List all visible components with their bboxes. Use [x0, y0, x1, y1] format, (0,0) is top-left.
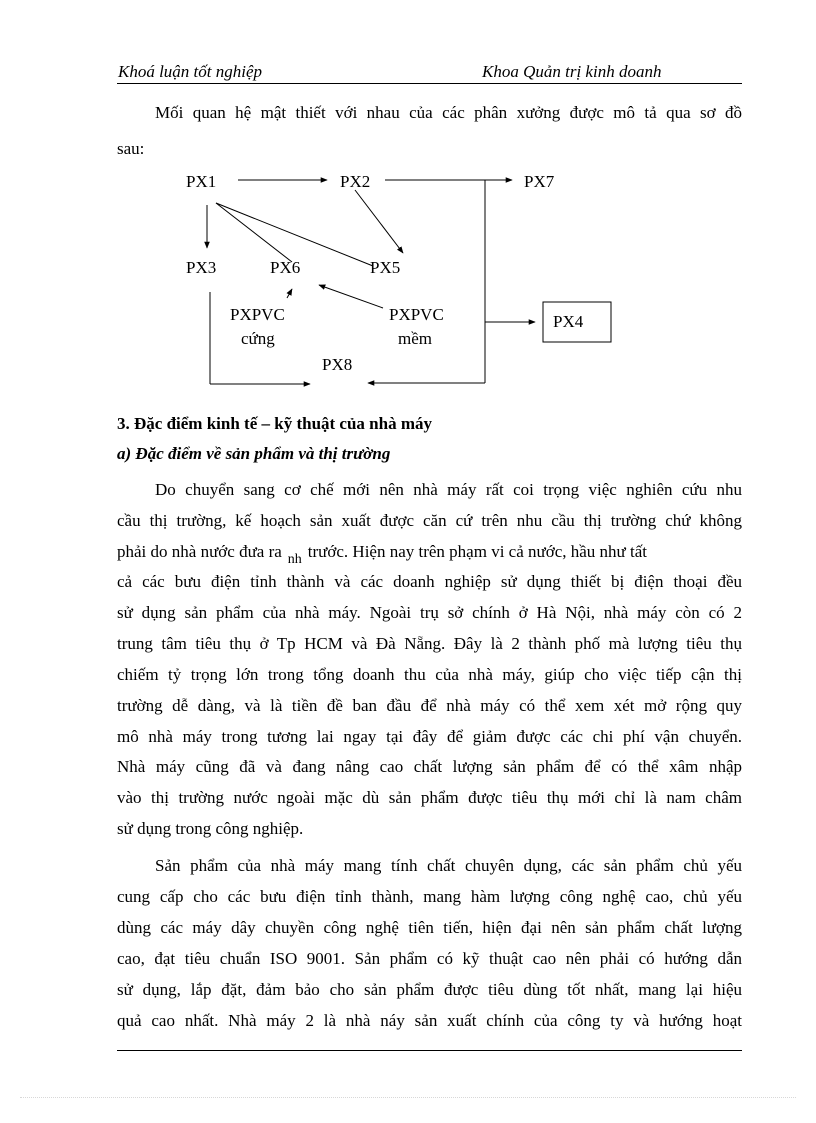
para1-line-11: vào thị trường nước ngoài mặc dù sản phẩm được tiêu thụ mới chỉ là nam châm	[117, 788, 742, 807]
node-px6: PX6	[270, 258, 301, 277]
para2-line-6: quả cao nhất. Nhà máy 2 là nhà náy sản xuất chính của công ty và hướng hoạt	[117, 1011, 742, 1030]
header-right-title: Khoa Quản trị kinh doanh	[482, 62, 662, 81]
node-px3: PX3	[186, 258, 217, 277]
para1-line-6: trung tâm tiêu thụ ở Tp HCM và Đà Nẵng. Đây là 2 thành phố mà lượng tiêu thụ	[117, 634, 742, 653]
line-px1-px5	[216, 203, 373, 266]
node-px4: PX4	[553, 312, 584, 331]
workshop-relationship-diagram	[0, 0, 816, 400]
node-px8: PX8	[322, 355, 353, 374]
line-px1-px6	[216, 203, 292, 262]
para2-line-5: sử dụng, lắp đặt, đảm bảo cho sản phẩm được tiêu dùng tốt nhất, mang lại hiệu	[117, 980, 742, 999]
para1-line-4: cả các bưu điện tỉnh thành và các doanh nghiệp sử dụng thiết bị điện thoại đều	[117, 572, 742, 591]
para1-line-5: sử dụng sản phẩm của nhà máy. Ngoài trụ sở chính ở Hà Nội, nhà máy còn có 2	[117, 603, 742, 622]
para1-line-1: Do chuyển sang cơ chế mới nên nhà máy rất coi trọng việc nghiên cứu nhu	[155, 480, 742, 499]
node-px1: PX1	[186, 172, 217, 191]
para1-line-10: Nhà máy cũng đã và đang nâng cao chất lượng sản phẩm để có thể xâm nhập	[117, 757, 742, 776]
node-px5: PX5	[370, 258, 401, 277]
para2-line-4: cao, đạt tiêu chuẩn ISO 9001. Sản phẩm có kỹ thuật cao nên phải có hướng dẫn	[117, 949, 742, 968]
section-subheading: a) Đặc điểm về sản phẩm và thị trường	[117, 444, 391, 463]
node-px7: PX7	[524, 172, 555, 191]
footer-rule	[117, 1050, 742, 1051]
bottom-dotted-line	[20, 1097, 796, 1098]
intro-line-2: sau:	[117, 139, 145, 158]
para1-line-12: sử dụng trong công nghiệp.	[117, 819, 304, 838]
para1-line-3	[117, 541, 742, 565]
para1-line-3b: trước. Hiện nay trên phạm vi cả nước, hầu như tất	[307, 542, 648, 561]
arrow-pvc-mem-px6	[319, 285, 383, 308]
para2-line-3: dùng các máy dây chuyền công nghệ tiên tiến, hiện đại nên sản phẩm chất lượng	[117, 918, 742, 937]
para2-line-1: Sản phẩm của nhà máy mang tính chất chuyên dụng, các sản phẩm chủ yếu	[155, 856, 742, 875]
para1-line-9: mô nhà máy trong tương lai ngay tại đây để giảm được các chi phí vận chuyển.	[117, 727, 742, 746]
section-heading: 3. Đặc điểm kinh tế – kỹ thuật của nhà máy	[117, 414, 433, 433]
node-pxpvc-mem-line1: PXPVC	[389, 305, 444, 324]
node-pxpvc-mem-line2: mềm	[398, 329, 432, 348]
para1-line-3a: phải do nhà nước đưa ra	[117, 542, 282, 561]
arrow-px2-px5	[355, 190, 403, 253]
para2-line-2: cung cấp cho các bưu điện tỉnh thành, mang hàm lượng công nghệ cao, chủ yếu	[117, 887, 742, 906]
para1-line-2: cầu thị trường, kế hoạch sản xuất được căn cứ trên nhu cầu thị trường chứ không	[117, 511, 742, 530]
arrow-pvc-cung-px6	[287, 289, 292, 298]
node-pxpvc-cung-line2: cứng	[241, 329, 275, 348]
node-px2: PX2	[340, 172, 371, 191]
node-pxpvc-cung-line1: PXPVC	[230, 305, 285, 324]
para1-line-8: trường dễ dàng, và là tiền đề ban đầu để nhà máy có thể xem xét mở rộng quy	[117, 696, 742, 715]
para1-line-7: chiếm tỷ trọng lớn trong tổng doanh thu của nhà máy, giúp cho việc tiếp cận thị	[117, 665, 742, 684]
header-left-title: Khoá luận tốt nghiệp	[118, 62, 263, 81]
intro-line-1: Mối quan hệ mật thiết với nhau của các phân xưởng được mô tả qua sơ đồ	[155, 103, 742, 122]
para1-line-3-sub: nh	[287, 552, 302, 567]
